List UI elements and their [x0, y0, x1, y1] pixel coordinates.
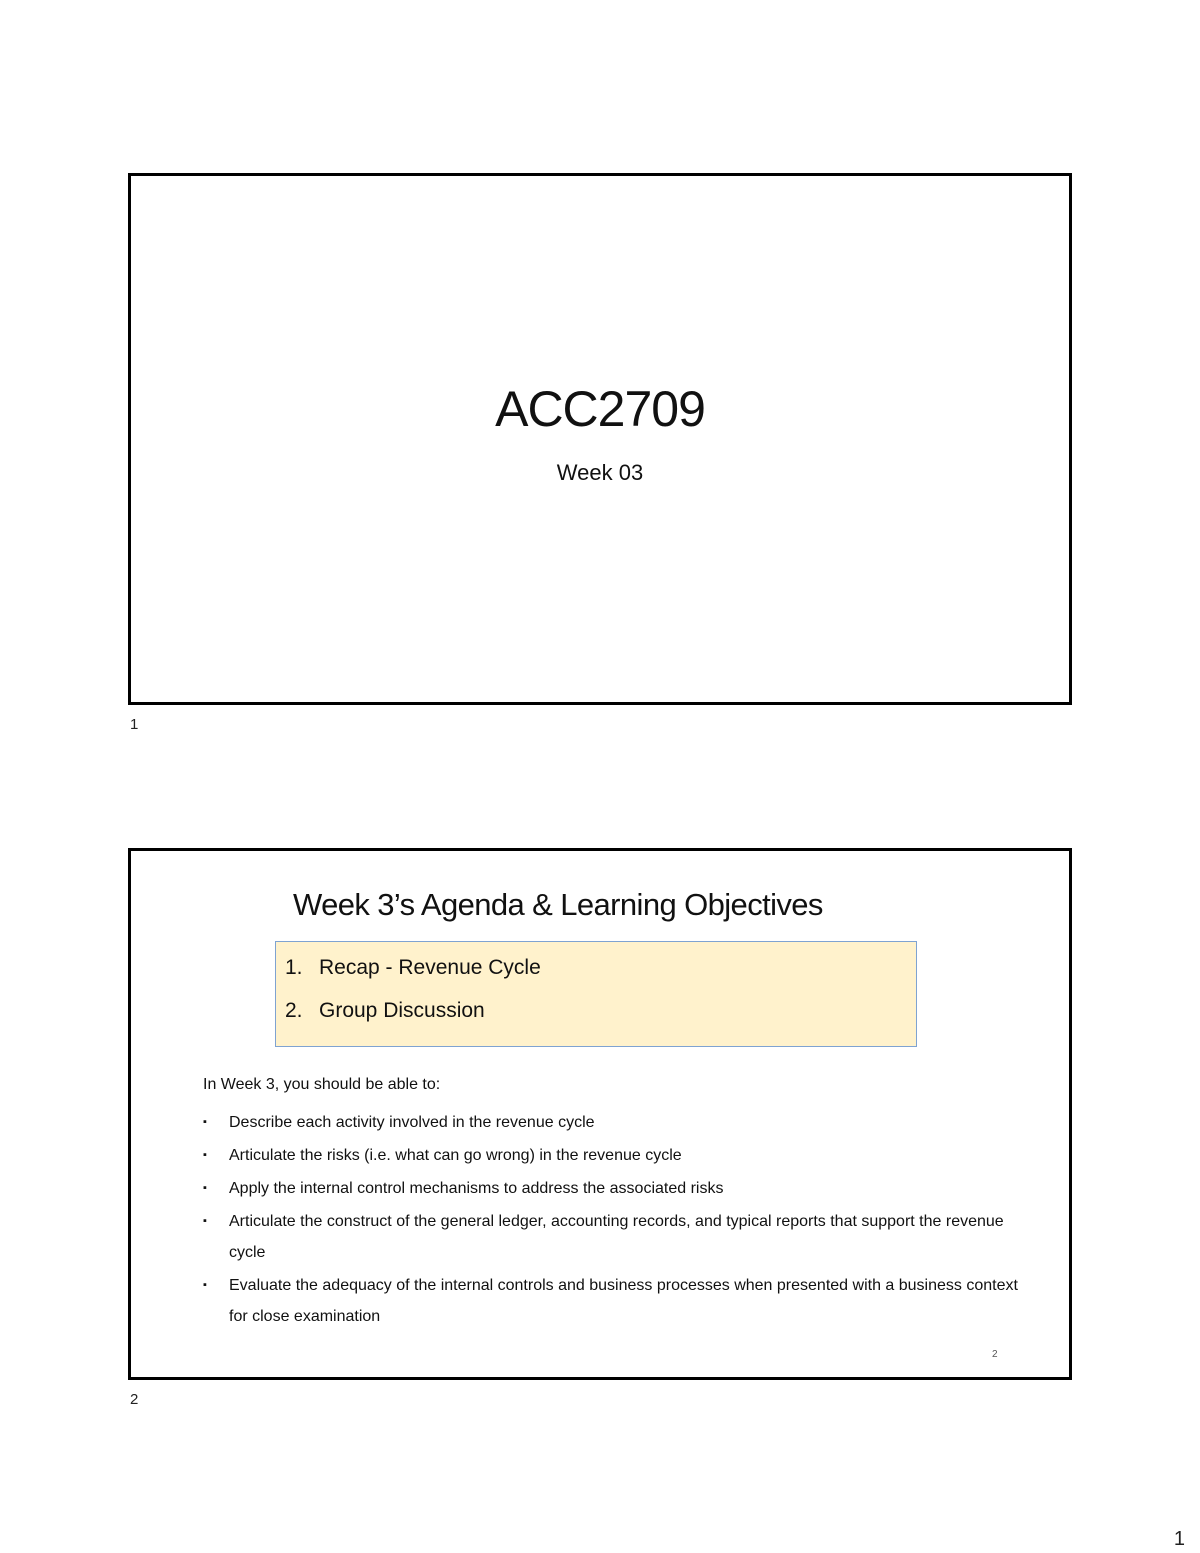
- slide-2-number: 2: [130, 1391, 139, 1408]
- objective-text: Apply the internal control mechanisms to address the associated risks: [229, 1180, 724, 1197]
- objective-item: [203, 1140, 1033, 1171]
- slide-2-title: Week 3’s Agenda & Learning Objectives: [293, 887, 823, 922]
- agenda-item-number: 2.: [285, 999, 303, 1022]
- objective-text: Evaluate the adequacy of the internal controls and business processes when presented with a business context for close examination: [229, 1277, 1018, 1325]
- bullet-icon: ▪: [203, 1149, 207, 1161]
- agenda-item-label: Recap - Revenue Cycle: [319, 956, 541, 979]
- objective-text: Articulate the risks (i.e. what can go wrong) in the revenue cycle: [229, 1147, 682, 1164]
- agenda-item-number: 1.: [285, 956, 303, 979]
- bullet-icon: ▪: [203, 1215, 207, 1227]
- objective-item: [203, 1107, 1033, 1138]
- bullet-icon: ▪: [203, 1279, 207, 1291]
- slide-1-number: 1: [130, 716, 139, 733]
- agenda-item: [285, 956, 541, 980]
- objective-item: [203, 1206, 1033, 1268]
- page-number: 1: [1173, 1528, 1185, 1550]
- objective-item: [203, 1270, 1033, 1332]
- slide-1-title: ACC2709: [495, 381, 705, 437]
- slide-2-inner-number: 2: [992, 1349, 998, 1360]
- agenda-item-label: Group Discussion: [319, 999, 485, 1022]
- objective-item: [203, 1173, 1033, 1204]
- objective-text: Describe each activity involved in the revenue cycle: [229, 1114, 595, 1131]
- agenda-item: [285, 999, 485, 1023]
- bullet-icon: ▪: [203, 1182, 207, 1194]
- objectives-list: [203, 1107, 1033, 1334]
- agenda-box: [275, 941, 917, 1047]
- objectives-intro: In Week 3, you should be able to:: [203, 1076, 441, 1093]
- bullet-icon: ▪: [203, 1116, 207, 1128]
- slide-1: [128, 173, 1072, 705]
- slide-1-subtitle: Week 03: [556, 460, 644, 485]
- slide-2: [128, 848, 1072, 1380]
- objective-text: Articulate the construct of the general ledger, accounting records, and typical reports that support the revenue cycle: [229, 1213, 1004, 1261]
